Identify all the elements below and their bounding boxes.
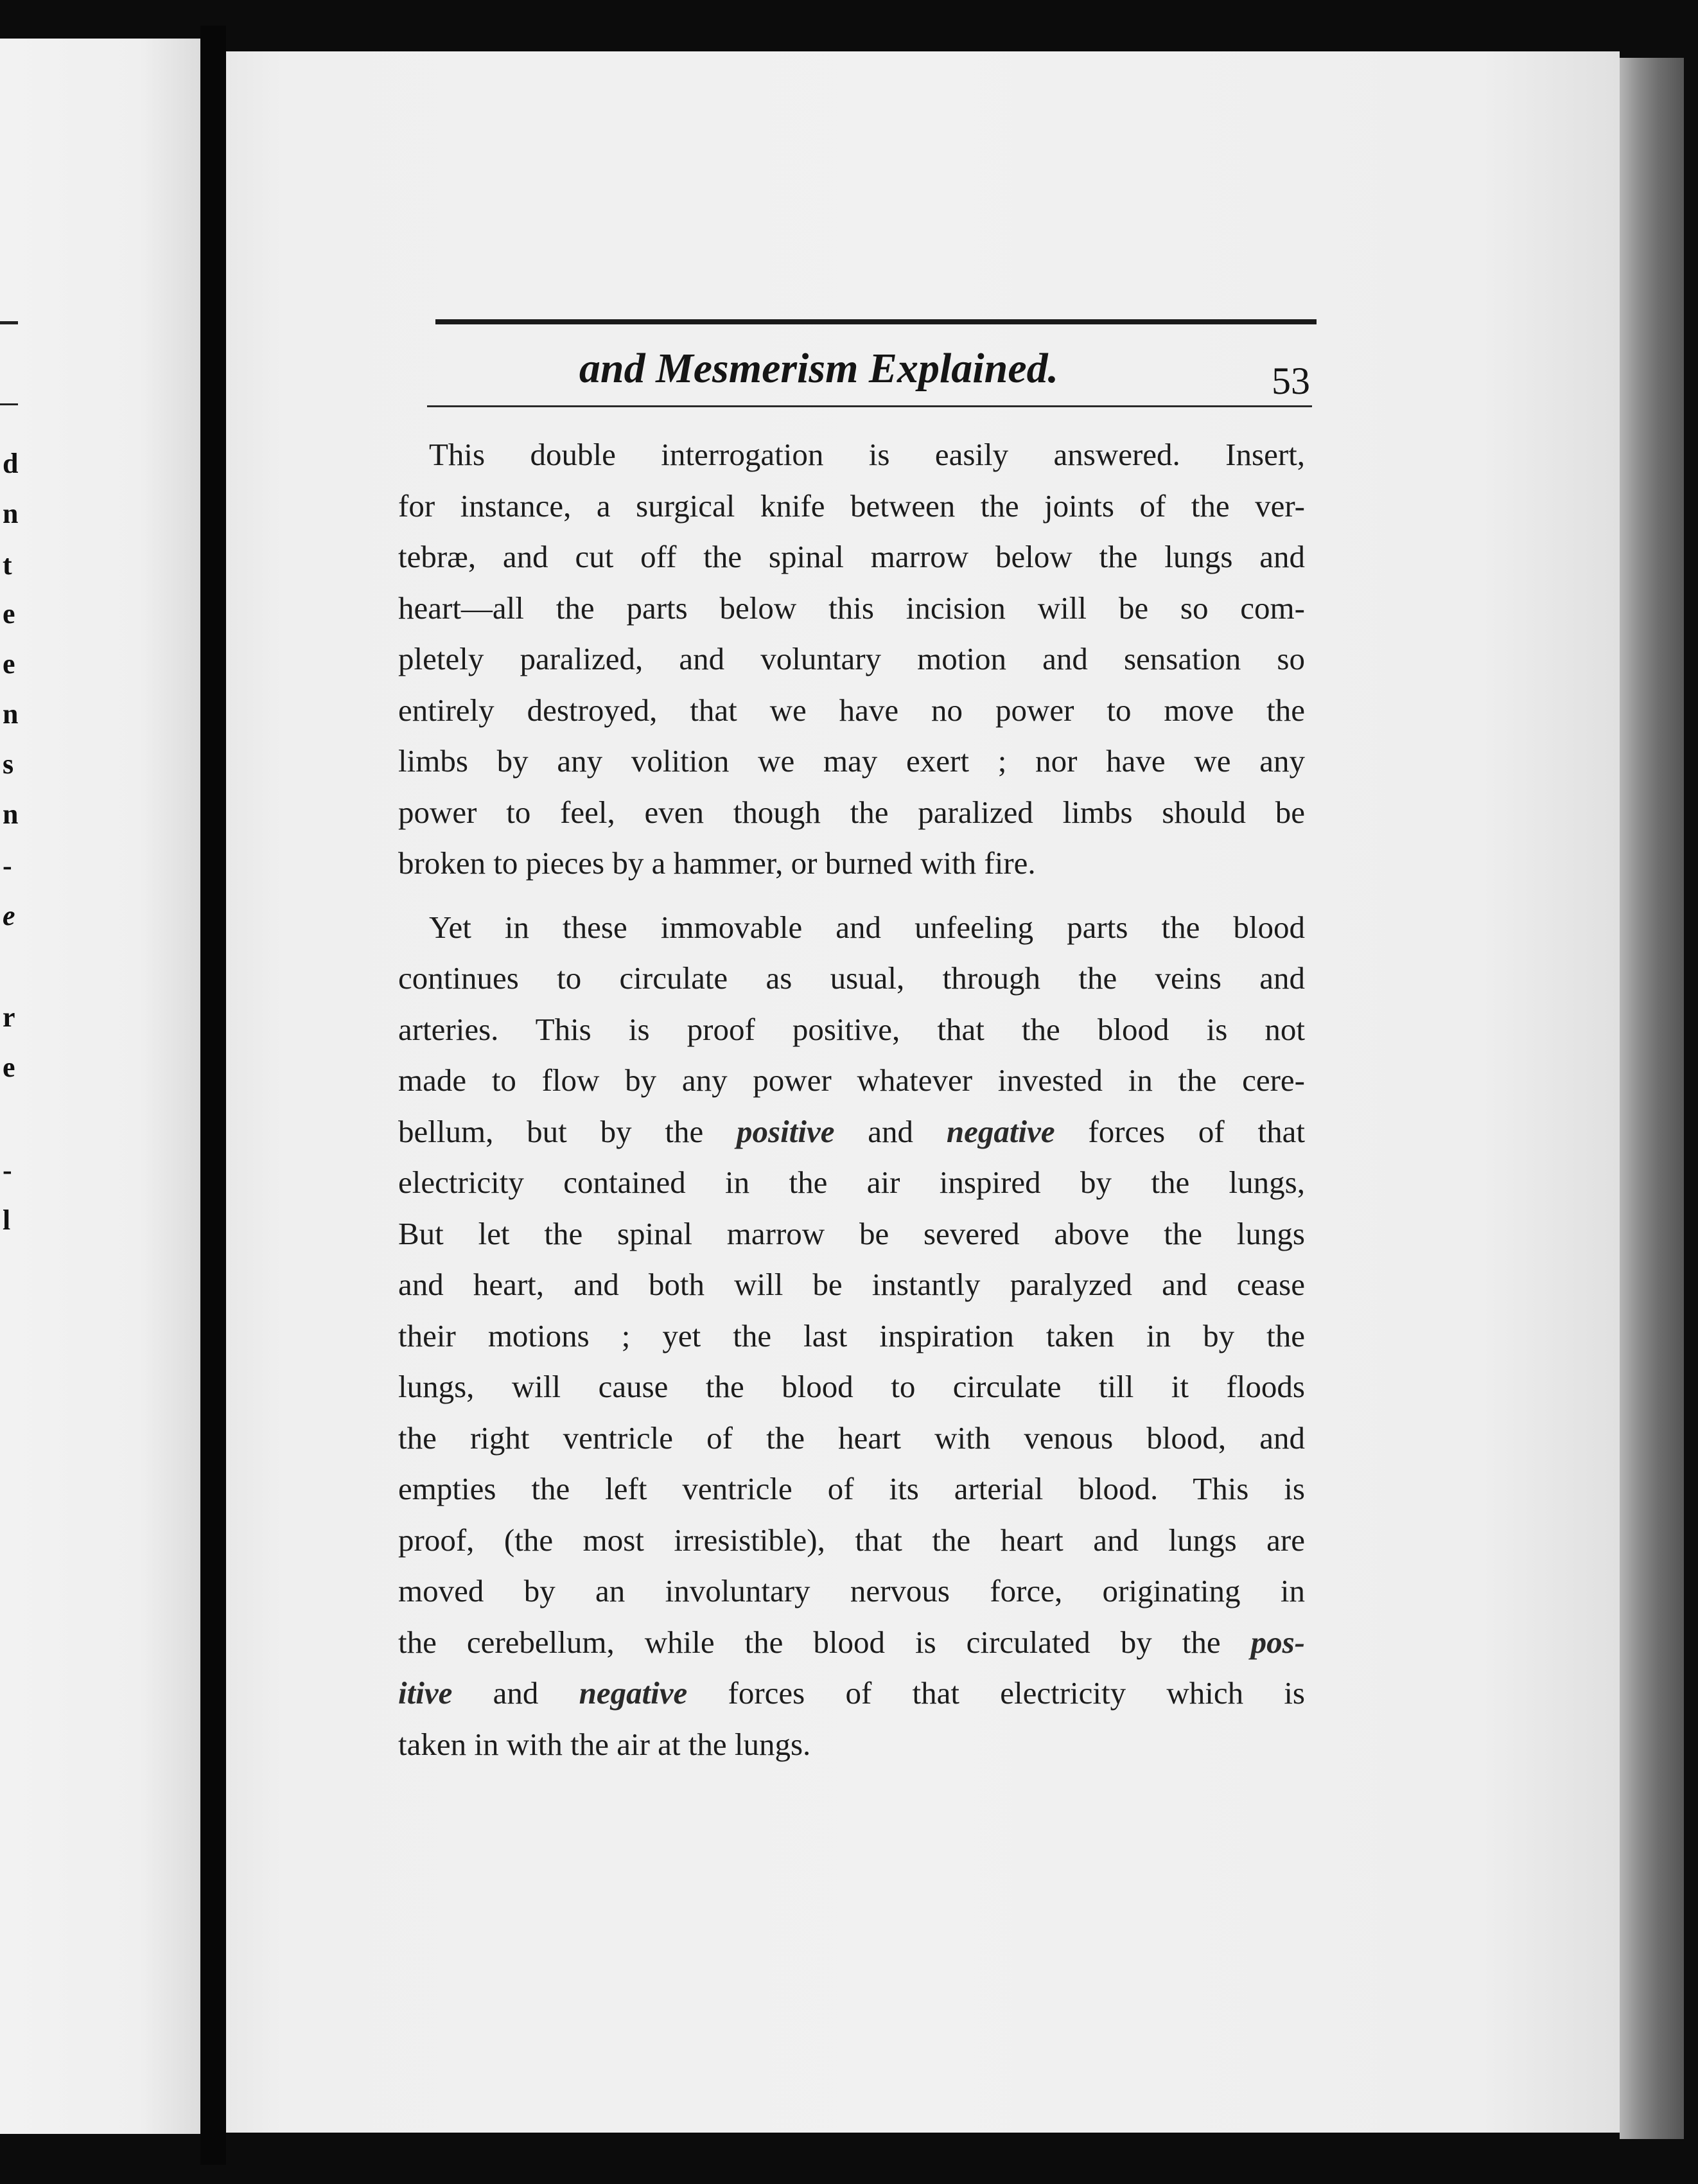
previous-page-letter: e xyxy=(3,900,15,931)
text-line: pletely paralized, and voluntary motion and sensation so xyxy=(398,641,1305,676)
text-run: and xyxy=(452,1675,579,1711)
text-line: electricity contained in the air inspired by the lungs, xyxy=(398,1165,1305,1200)
previous-page-letter: e xyxy=(3,598,15,630)
text-line: But let the spinal marrow be severed above the lungs xyxy=(398,1215,1305,1251)
text-line: Yet in these immovable and unfeeling parts the blood xyxy=(429,909,1305,945)
page-number: 53 xyxy=(1272,360,1310,402)
italic-word: pos- xyxy=(1250,1624,1305,1660)
running-head: and Mesmerism Explained. xyxy=(579,345,1059,392)
text-line: moved by an involuntary nervous force, originating in xyxy=(398,1573,1305,1608)
text-run: forces of that electricity which is xyxy=(687,1675,1305,1711)
text-line: continues to circulate as usual, through the veins and xyxy=(398,960,1305,996)
text-line: This double interrogation is easily answered. Insert, xyxy=(429,437,1305,472)
previous-page-fragment xyxy=(0,39,200,2134)
text-line: heart—all the parts below this incision will be so com- xyxy=(398,590,1305,626)
text-line: their motions ; yet the last inspiration taken in by the xyxy=(398,1317,1305,1353)
book-gutter xyxy=(200,26,226,2165)
italic-word: negative xyxy=(579,1675,688,1711)
previous-page-rule xyxy=(0,321,18,324)
previous-page-letter: s xyxy=(3,748,14,780)
previous-page-rule xyxy=(0,403,18,405)
text-line: entirely destroyed, that we have no power to move the xyxy=(398,692,1305,728)
text-run: bellum, but by the xyxy=(398,1113,737,1149)
text-run: forces of that xyxy=(1055,1113,1305,1149)
italic-word: itive xyxy=(398,1675,453,1711)
text-line: arteries. This is proof positive, that the blood is not xyxy=(398,1011,1305,1047)
text-line xyxy=(398,1617,1305,1668)
text-line: empties the left ventricle of its arterial blood. This is xyxy=(398,1471,1305,1506)
header-top-rule xyxy=(435,319,1317,324)
header-bottom-rule xyxy=(427,405,1312,407)
previous-page-letter: n xyxy=(3,798,19,830)
text-line: made to flow by any power whatever invested in the cere- xyxy=(398,1062,1305,1098)
paragraph xyxy=(398,902,1305,1770)
text-run: and xyxy=(834,1113,947,1149)
paragraph xyxy=(398,429,1305,889)
text-line: lungs, will cause the blood to circulate till it floods xyxy=(398,1369,1305,1404)
text-line: power to feel, even though the paralized limbs should be xyxy=(398,794,1305,830)
text-line: for instance, a surgical knife between the joints of the ver- xyxy=(398,488,1305,524)
previous-page-letter: r xyxy=(3,1001,15,1033)
text-line: tebræ, and cut off the spinal marrow below the lungs and xyxy=(398,539,1305,574)
page-edge-shadow xyxy=(1620,58,1684,2139)
body-text xyxy=(398,429,1305,1770)
previous-page-letter: t xyxy=(3,549,12,581)
text-line: broken to pieces by a hammer, or burned with fire. xyxy=(398,845,1036,881)
text-line: proof, (the most irresistible), that the heart and lungs are xyxy=(398,1522,1305,1558)
text-line xyxy=(398,1106,1305,1158)
previous-page-letter: e xyxy=(3,648,15,680)
previous-page-letter: l xyxy=(3,1204,11,1236)
italic-word: positive xyxy=(737,1113,835,1149)
text-line: taken in with the air at the lungs. xyxy=(398,1726,811,1762)
text-line: limbs by any volition we may exert ; nor have we any xyxy=(398,743,1305,779)
text-run: the cerebellum, while the blood is circulated by the xyxy=(398,1624,1251,1660)
text-line xyxy=(398,1668,1305,1719)
text-line: the right ventricle of the heart with venous blood, and xyxy=(398,1420,1305,1456)
previous-page-letter: - xyxy=(3,850,12,881)
previous-page-letter: - xyxy=(3,1154,12,1186)
previous-page-letter: n xyxy=(3,698,19,730)
previous-page-letter: e xyxy=(3,1052,15,1083)
italic-word: negative xyxy=(946,1113,1055,1149)
previous-page-letter: d xyxy=(3,448,19,479)
previous-page-letter: n xyxy=(3,498,19,529)
text-line: and heart, and both will be instantly paralyzed and cease xyxy=(398,1267,1305,1302)
